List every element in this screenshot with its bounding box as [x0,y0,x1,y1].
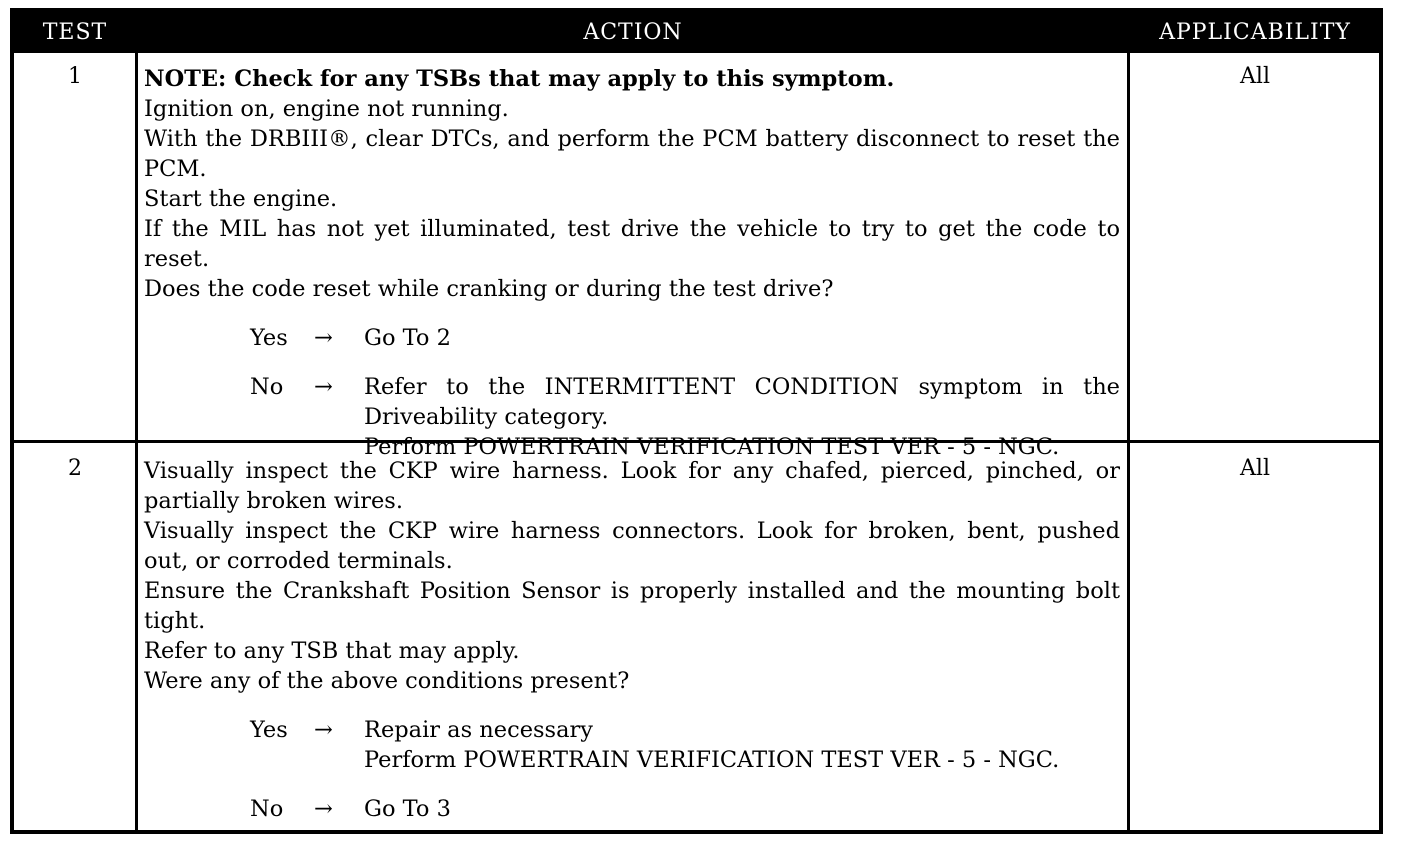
column-divider [1127,12,1130,830]
no-label: No [250,796,284,822]
header-applicability: APPLICABILITY [1159,20,1351,45]
action-line: Does the code reset while cranking or during the test drive? [144,276,834,302]
no-text-line: Refer to the INTERMITTENT CONDITION symptom in the Driveability category. [364,374,1120,430]
yes-label: Yes [250,717,288,743]
action-line: With the DRBIII®, clear DTCs, and perform the PCM battery disconnect to reset the PCM. [144,126,1120,182]
note-line: NOTE: Check for any TSBs that may apply to this symptom. [144,66,895,92]
yes-response [144,715,1120,775]
action-line: Start the engine. [144,186,338,212]
yes-response [144,323,1120,353]
no-response [144,794,1120,824]
action-line: Were any of the above conditions present? [144,668,630,694]
column-divider [135,12,138,830]
header-test: TEST [42,20,108,45]
diagnostic-table [10,8,1383,834]
action-cell-1 [144,64,1120,462]
action-line: Visually inspect the CKP wire harness connectors. Look for broken, bent, pushed out, or corroded terminals. [144,518,1120,574]
arrow-icon: → [314,796,333,822]
yes-text-line: Perform POWERTRAIN VERIFICATION TEST VER - 5 - NGC. [364,747,1060,773]
header-action: ACTION [583,20,683,45]
no-text-line: Go To 3 [364,796,451,822]
no-text [364,794,1120,824]
applicability-1: All [1240,64,1270,89]
no-response [144,372,1120,462]
no-text-line: Perform POWERTRAIN VERIFICATION TEST VER - 5 - NGC. [364,434,1060,460]
arrow-icon: → [314,717,333,743]
action-line: Visually inspect the CKP wire harness. Look for any chafed, pierced, pinched, or partially broken wires. [144,458,1120,514]
action-line: Ensure the Crankshaft Position Sensor is properly installed and the mounting bolt tight. [144,578,1120,634]
yes-label: Yes [250,325,288,351]
yes-text-line: Repair as necessary [364,717,593,743]
action-line: If the MIL has not yet illuminated, test drive the vehicle to try to get the code to reset. [144,216,1120,272]
no-label: No [250,374,284,400]
no-text [364,372,1120,462]
test-number-2: 2 [68,456,82,481]
yes-text-line: Go To 2 [364,325,451,351]
yes-text [364,323,1120,353]
action-line: Refer to any TSB that may apply. [144,638,520,664]
test-number-1: 1 [68,64,82,89]
yes-text [364,715,1120,775]
applicability-2: All [1240,456,1270,481]
action-line: Ignition on, engine not running. [144,96,509,122]
table-header [14,12,1379,53]
arrow-icon: → [314,374,333,400]
action-cell-2 [144,456,1120,824]
arrow-icon: → [314,325,333,351]
